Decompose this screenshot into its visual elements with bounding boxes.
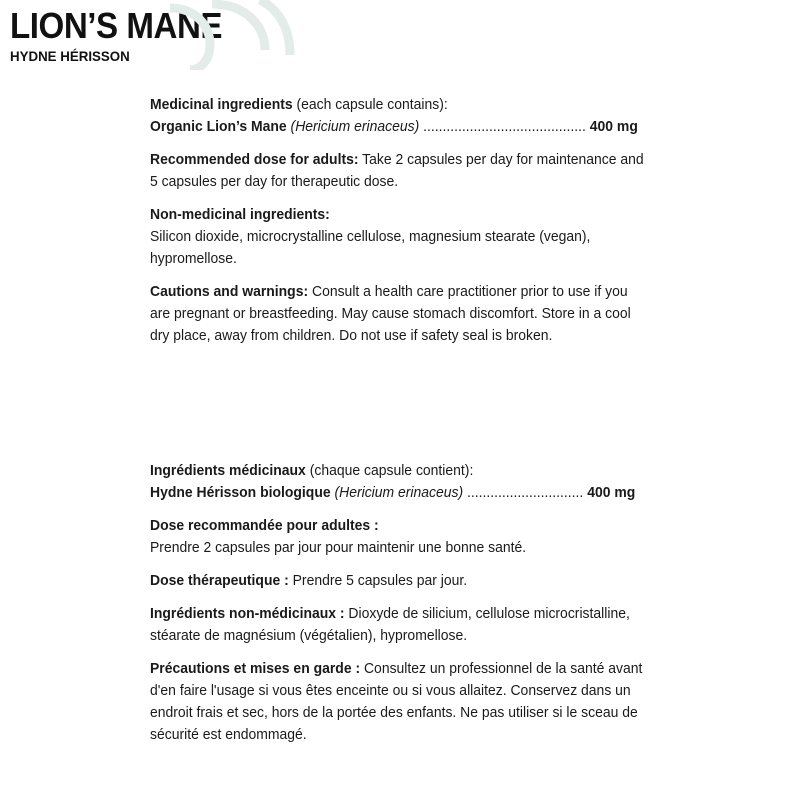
ingredient-amount-fr: 400 mg [583, 484, 636, 501]
nonmed-label-fr: Ingrédients non-médicinaux : [150, 605, 345, 622]
nonmed-text-fr: Dioxyde de silicium, cellulose microcristalline, stéarate de magnésium (végétalien), hypromellose. [150, 605, 630, 644]
medicinal-ingredients-heading-fr [150, 460, 648, 504]
cautions-label-fr: Précautions et mises en garde : [150, 660, 361, 677]
dose-label: Recommended dose for adults: [150, 151, 359, 168]
therapeutic-label-fr: Dose thérapeutique : [150, 572, 289, 589]
cautions-warnings-fr [150, 658, 648, 746]
non-medicinal-ingredients [150, 204, 648, 270]
watermark-logo-icon [150, 0, 310, 70]
therapeutic-dose-fr [150, 570, 648, 592]
ingredient-latin: (Hericium erinaceus) [290, 118, 420, 135]
dose-text: Take 2 capsules per day for maintenance and 5 capsules per day for therapeutic dose. [150, 151, 644, 190]
product-subtitle: HYDNE HÉRISSON [10, 48, 130, 64]
ingredient-name-fr: Hydne Hérisson biologique [150, 484, 331, 501]
nonmed-text: Silicon dioxide, microcrystalline cellulose, magnesium stearate (vegan), hypromellose. [150, 228, 591, 267]
ingredient-dots-fr: .............................. [463, 484, 584, 501]
recommended-dose [150, 149, 648, 193]
medicinal-ingredients-heading [150, 94, 648, 138]
dose-text-fr: Prendre 2 capsules par jour pour maintenir une bonne santé. [150, 539, 527, 556]
non-medicinal-ingredients-fr [150, 603, 648, 647]
cautions-text-fr: Consultez un professionnel de la santé avant d'en faire l'usage si vous êtes enceinte ou si vous allaitez. Conservez dans un endroit frais et sec, hors de la portée des enfants. Ne pas utiliser si le sceau de sécurité est endommagé. [150, 660, 643, 743]
medicinal-note-fr: (chaque capsule contient): [305, 462, 474, 479]
cautions-text: Consult a health care practitioner prior to use if you are pregnant or breastfeeding. May cause stomach discomfort. Store in a cool dry place, away from children. Do not use if safety seal is broken. [150, 283, 631, 344]
medicinal-note: (each capsule contains): [292, 96, 448, 113]
dose-label-fr: Dose recommandée pour adultes : [150, 517, 379, 534]
medicinal-label: Medicinal ingredients [150, 96, 293, 113]
cautions-warnings [150, 281, 648, 347]
ingredient-name: Organic Lion’s Mane [150, 118, 287, 135]
ingredient-amount: 400 mg [585, 118, 638, 135]
english-label-section [150, 94, 670, 358]
nonmed-label: Non-medicinal ingredients: [150, 206, 330, 223]
french-label-section [150, 460, 670, 757]
product-title: LION’S MANE [10, 5, 223, 46]
ingredient-latin-fr: (Hericium erinaceus) [334, 484, 464, 501]
ingredient-dots: .......................................... [419, 118, 586, 135]
cautions-label: Cautions and warnings: [150, 283, 309, 300]
recommended-dose-fr [150, 515, 648, 559]
therapeutic-text-fr: Prendre 5 capsules par jour. [288, 572, 468, 589]
medicinal-label-fr: Ingrédients médicinaux [150, 462, 306, 479]
